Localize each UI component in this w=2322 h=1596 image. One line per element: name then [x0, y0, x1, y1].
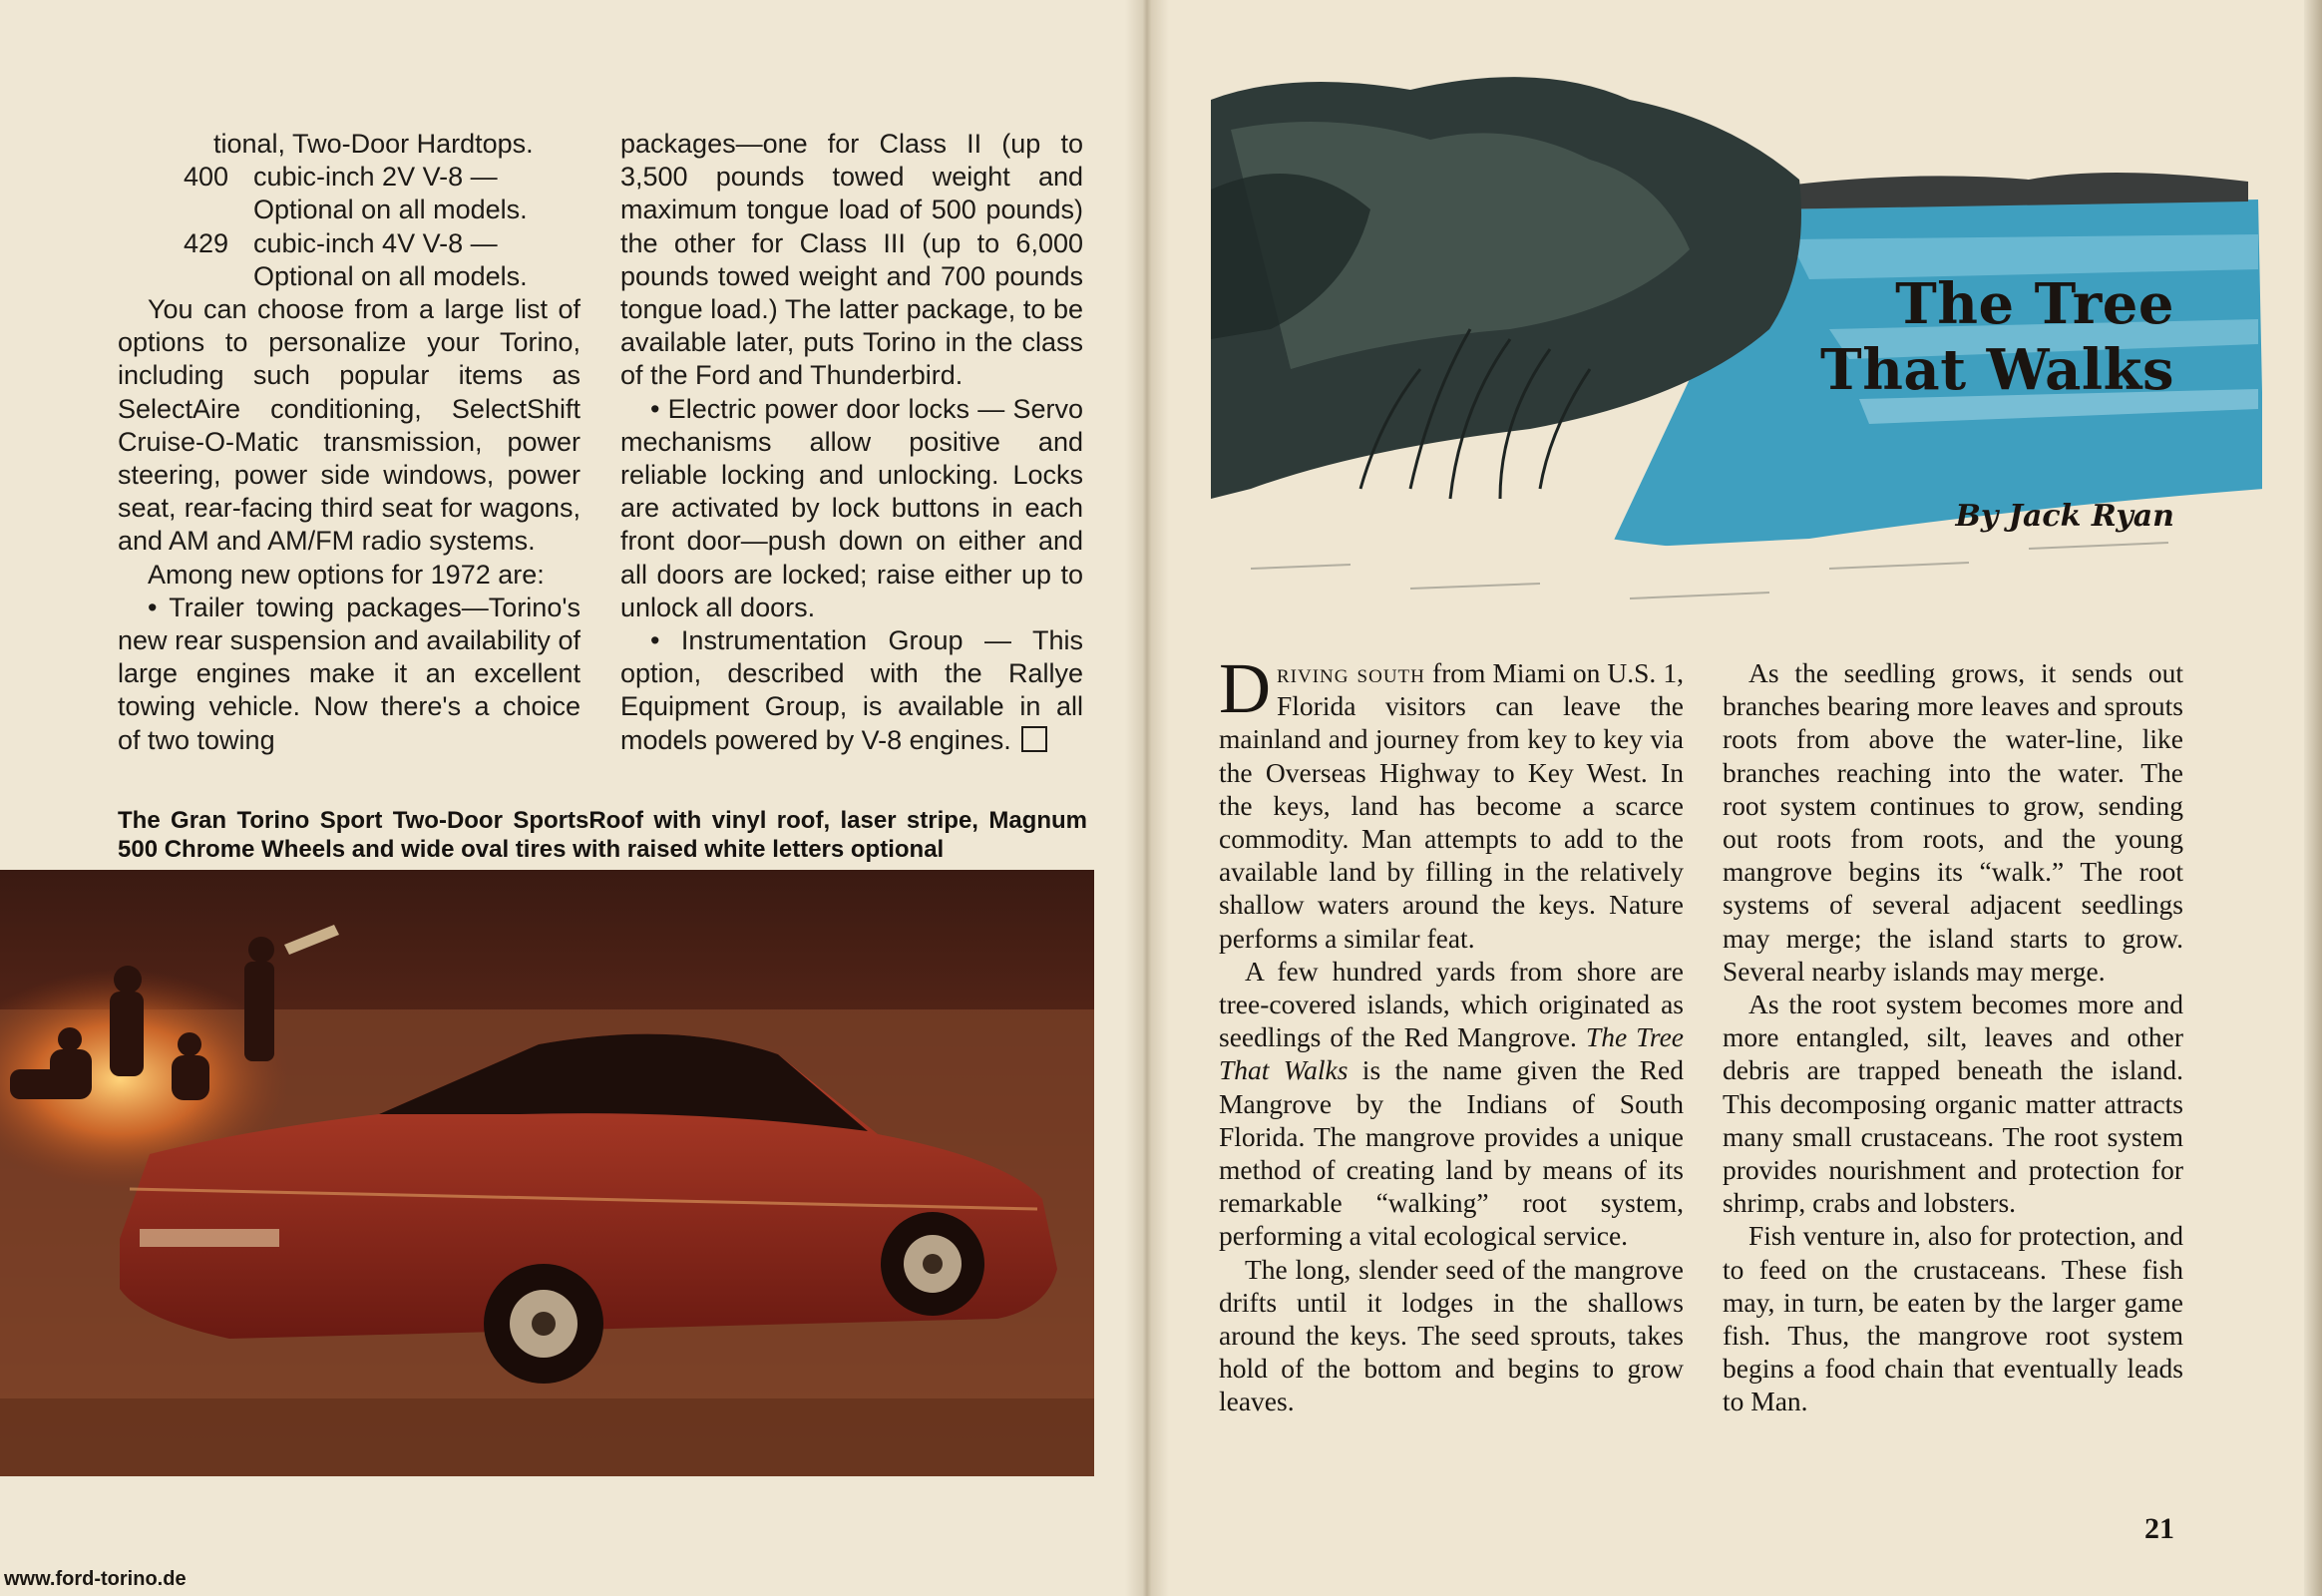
paragraph-text: is the name given the Red Mangrove by the Indians of South Florida. The mangrove provides a unique method of creating land by means of its remarkable “walking” root system, performing a vital ecological service. — [1219, 1054, 1684, 1252]
drop-cap: D — [1219, 648, 1271, 728]
paragraph-text: • Instrumentation Group — This option, described with the Rallye Equipment Group, is available in all models powered by V-8 engines. — [620, 625, 1083, 755]
italic-phrase: The Tree That Walks — [1219, 1021, 1684, 1086]
spec-text: cubic-inch 2V V-8 — Optional on all models. — [253, 162, 528, 225]
bullet-paragraph: • Trailer towing packages—Torino's new rear suspension and availability of large engines make it an excellent towing vehicle. Now there's a choice of two towing — [118, 592, 580, 755]
title-line-1: The Tree — [1895, 271, 2174, 337]
footer-url: www.ford-torino.de — [4, 1568, 187, 1590]
paragraph — [1219, 955, 1684, 1253]
spec-line — [118, 161, 580, 226]
right-column-1 — [1219, 648, 1684, 1418]
photo-caption: The Gran Torino Sport Two-Door SportsRoof with vinyl roof, laser stripe, Magnum 500 Chrome Wheels and wide oval tires with raised white letters optional — [118, 807, 1087, 863]
paragraph: Fish venture in, also for protection, and to feed on the crustaceans. These fish may, in turn, be eaten by the larger game fish. Thus, the mangrove root system begins a food chain that eventually leads to Man. — [1723, 1220, 2183, 1417]
page-edge — [2304, 0, 2322, 1596]
book-gutter — [1125, 0, 1169, 1596]
article-title — [1765, 271, 2174, 403]
page-number: 21 — [2144, 1512, 2174, 1545]
car-photo-illustration — [0, 870, 1094, 1476]
spec-line — [118, 227, 580, 293]
paragraph-text: A few hundred yards from shore are tree-covered islands, which originated as seedlings of the Red Mangrove. — [1219, 955, 1684, 1053]
left-column-2 — [620, 128, 1083, 757]
paragraph: You can choose from a large list of options to personalize your Torino, including such popular items as SelectAire conditioning, SelectShift Cruise-O-Matic transmission, power steering, power side windows, power seat, rear-facing third seat for wagons, and AM and AM/FM radio systems. — [118, 294, 580, 557]
lead-paragraph — [1219, 648, 1684, 955]
right-column-2 — [1723, 656, 2183, 1418]
end-mark-box — [1021, 726, 1047, 752]
left-column-1 — [118, 128, 580, 757]
lead-words: riving south — [1277, 657, 1425, 688]
paragraph: As the root system becomes more and more entangled, silt, leaves and other debris are trapped beneath the island. This decomposing organic matter attracts many small crustaceans. The root system provides nourishment and protection for shrimp, crabs and lobsters. — [1723, 989, 2183, 1219]
bullet-paragraph: • Electric power door locks — Servo mechanisms allow positive and reliable locking and unlocking. Locks are activated by lock buttons in each front door—push down on either and all doors are locked; raise either up to unlock all doors. — [620, 393, 1083, 622]
bullet-paragraph — [620, 624, 1083, 757]
paragraph: As the seedling grows, it sends out branches bearing more leaves and sprouts roots from above the water-line, like branches reaching into the water. The root system continues to grow, sending out roots from roots, and the young mangrove begins its “walk.” The root systems of several adjacent seedlings may merge; the island starts to grow. Several nearby islands may merge. — [1723, 657, 2183, 987]
spec-number: 429 — [184, 227, 229, 258]
car-photo — [0, 870, 1094, 1476]
title-line-2: That Walks — [1820, 337, 2174, 403]
paragraph: packages—one for Class II (up to 3,500 pounds towed weight and maximum tongue load of 500 pounds) the other for Class III (up to 6,000 pounds towed weight and 700 pounds tongue load.) The latter package, to be available later, puts Torino in the class of the Ford and Thunderbird. — [620, 129, 1083, 391]
spec-text: cubic-inch 4V V-8 — Optional on all models. — [253, 227, 528, 291]
paragraph: Among new options for 1972 are: — [148, 559, 545, 590]
paragraph-text: from Miami on U.S. 1, Florida visitors can leave the mainland and journey from key to key via the Overseas Highway to Key West. In the keys, land has become a scarce commodity. Man attempts to add to the available land by filling in the relatively shallow waters around the keys. Nature performs a similar feat. — [1219, 657, 1684, 954]
spec-number: 400 — [184, 162, 229, 193]
spec-line: tional, Two-Door Hardtops. — [213, 129, 534, 159]
article-byline: By Jack Ryan — [1955, 499, 2174, 534]
paragraph: The long, slender seed of the mangrove drifts until it lodges in the shallows around the keys. The seed sprouts, takes hold of the bottom and begins to grow leaves. — [1219, 1253, 1684, 1417]
